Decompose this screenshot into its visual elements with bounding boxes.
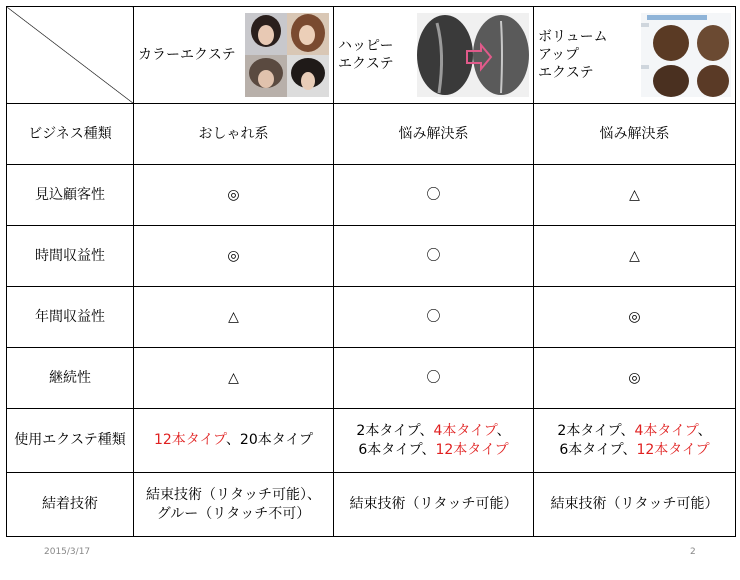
rating-cell: △ [534,226,736,287]
footer-date: 2015/3/17 [44,547,91,557]
plain-text: 2本タイプ、 [356,422,434,439]
table-row [7,226,736,287]
header-volume-up-extension [534,7,736,104]
table-row-attachment-technique [7,473,736,537]
comparison-table [6,6,736,537]
highlight-text: 4本タイプ [634,422,698,439]
plain-text: 6本タイプ、 [358,441,436,458]
tech-line: グルー（リタッチ不可） [156,505,311,522]
header-happy-extension [334,7,534,104]
table-row-extension-types [7,409,736,473]
corner-diagonal-cell [7,7,134,104]
rating-cell: △ [134,287,334,348]
table-cell: おしゃれ系 [134,104,334,165]
header-color-extension [134,7,334,104]
header-title-happy-extension: ハッピー エクステ [338,37,394,72]
tech-line: 結束技術（リタッチ可能）、 [146,486,321,503]
rating-cell: △ [134,348,334,409]
highlight-text: 4本タイプ [433,422,497,439]
tech-cell-happy: 結束技術（リタッチ可能） [334,473,534,537]
row-label: 時間収益性 [7,226,134,287]
table-row [7,287,736,348]
table-cell: 悩み解決系 [334,104,534,165]
rating-cell: 〇 [334,226,534,287]
color-extension-photo [245,13,329,97]
rating-cell: ◎ [134,226,334,287]
header-title-volume-up-extension: ボリューム アップ エクステ [538,28,608,82]
table-row [7,104,736,165]
rating-cell: 〇 [334,348,534,409]
types-cell-volume [534,409,736,473]
table-cell: 悩み解決系 [534,104,736,165]
header-title-color-extension: カラーエクステ [138,46,236,63]
row-label: 結着技術 [7,473,134,537]
rating-cell: 〇 [334,287,534,348]
plain-text: 、20本タイプ [225,432,314,449]
plain-text: 2本タイプ、 [557,422,635,439]
types-cell-happy [334,409,534,473]
rating-cell: ◎ [534,348,736,409]
row-label: ビジネス種類 [7,104,134,165]
rating-cell: ◎ [534,287,736,348]
highlight-text: 12本タイプ [636,441,710,458]
row-label: 使用エクステ種類 [7,409,134,473]
header-row [7,7,736,104]
row-label: 年間収益性 [7,287,134,348]
happy-extension-photo [417,13,529,97]
highlight-text: 12本タイプ [435,441,509,458]
row-label: 継続性 [7,348,134,409]
table-row [7,348,736,409]
row-label: 見込顧客性 [7,165,134,226]
plain-text: 、 [697,422,712,439]
table-row [7,165,736,226]
rating-cell: △ [534,165,736,226]
page-number: 2 [690,547,696,557]
types-cell-color [134,409,334,473]
highlight-text: 12本タイプ [153,432,226,449]
tech-cell-volume: 結束技術（リタッチ可能） [534,473,736,537]
rating-cell: ◎ [134,165,334,226]
plain-text: 、 [496,422,511,439]
tech-cell-color [134,473,334,537]
plain-text: 6本タイプ、 [559,441,637,458]
volume-up-extension-photo [641,13,731,97]
rating-cell: 〇 [334,165,534,226]
